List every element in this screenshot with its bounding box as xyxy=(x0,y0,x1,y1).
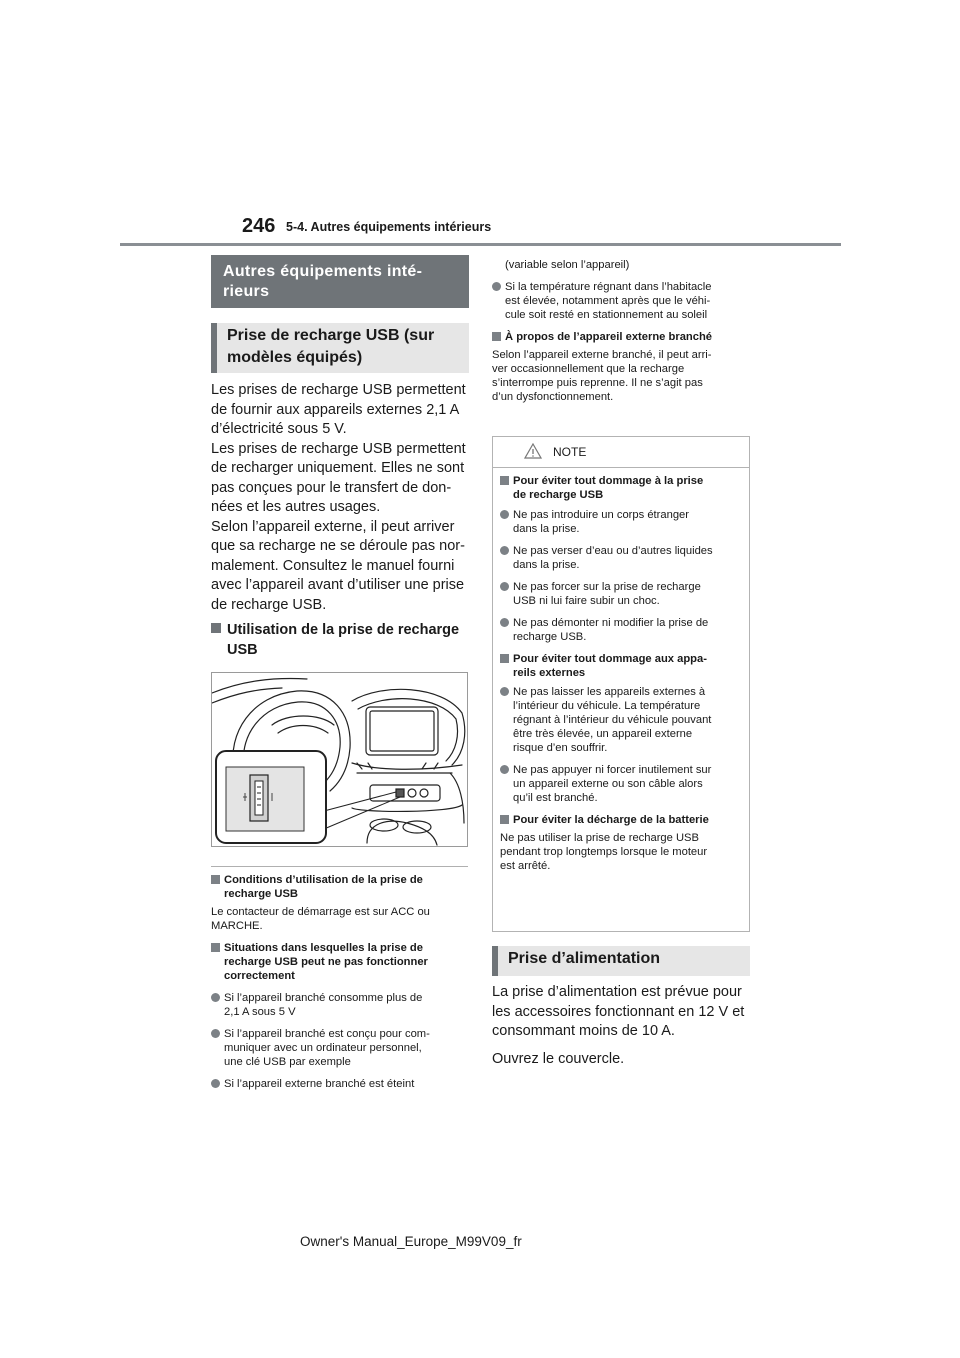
note-header xyxy=(493,437,749,468)
text-line: Ne pas utiliser la prise de recharge USB xyxy=(500,832,699,844)
text-line: ver occasionnellement que la recharge xyxy=(492,363,685,375)
paragraph: Ouvrez le couvercle. xyxy=(492,1050,625,1067)
page-number: 246 xyxy=(242,215,276,237)
list-item xyxy=(211,991,468,1019)
list-item xyxy=(500,580,740,608)
heading-line: Conditions d’utilisation de la prise de xyxy=(224,874,423,886)
usb-port-illustration xyxy=(211,672,468,847)
section-title: 5-4. Autres équipements intérieurs xyxy=(286,220,492,234)
warning-triangle-icon xyxy=(524,443,542,459)
text-line: Si la température régnant dans l’habitacle xyxy=(505,281,712,293)
heading-line: reils externes xyxy=(513,667,586,679)
paragraph xyxy=(492,983,750,1042)
text-line: Ne pas introduire un corps étranger xyxy=(513,509,689,521)
text-line: risque d’en souffrir. xyxy=(513,742,608,754)
text-line: muniquer avec un ordinateur personnel, xyxy=(224,1042,422,1054)
list-item xyxy=(211,1077,468,1091)
text-line: Ne pas appuyer ni forcer inutilement sur xyxy=(513,764,712,776)
text-line: malement. Consultez le manuel fourni xyxy=(211,557,455,574)
note-content xyxy=(493,468,749,873)
text-line: dans la prise. xyxy=(513,523,580,535)
text-line: Ne pas forcer sur la prise de recharge xyxy=(513,581,701,593)
continued-line: (variable selon l’appareil) xyxy=(505,259,630,271)
text-line: Le contacteur de démarrage est sur ACC ou xyxy=(211,906,430,918)
text-line: nées et les autres usages. xyxy=(211,499,381,515)
text-line: Ne pas démonter ni modifier la prise de xyxy=(513,617,709,629)
text-line: consommant moins de 10 A. xyxy=(492,1023,675,1039)
conditions-heading xyxy=(211,873,468,901)
text-line: recharge USB. xyxy=(513,631,587,643)
power-title-text: Prise d’alimentation xyxy=(508,950,661,967)
text-line: dans la prise. xyxy=(513,559,580,571)
text-line: La prise d’alimentation est prévue pour xyxy=(492,984,742,1000)
text-line: régnant à l’intérieur du véhicule pouvant xyxy=(513,714,712,726)
banner-line: Autres équipements inté- xyxy=(223,263,423,280)
text-line: d’un dysfonctionnement. xyxy=(492,391,614,403)
text-line: les accessoires fonctionnant en 12 V et xyxy=(492,1003,745,1020)
text-line: Si l’appareil branché est conçu pour com- xyxy=(224,1028,430,1040)
text-line: Selon l’appareil externe branché, il peut arri- xyxy=(492,349,712,361)
text-line: Si l’appareil branché consomme plus de xyxy=(224,992,423,1004)
usb-title-line: Prise de recharge USB (sur xyxy=(227,327,435,344)
banner-line: rieurs xyxy=(223,283,270,300)
text-line: qu’il est branché. xyxy=(513,792,598,804)
square-bullet-icon xyxy=(211,623,221,633)
text-line: de recharger uniquement. Elles ne sont xyxy=(211,460,465,476)
note-text xyxy=(500,831,740,873)
note-box xyxy=(492,436,750,932)
page-footer: Owner's Manual_Europe_M99V09_fr xyxy=(300,1234,522,1249)
text-line: l’intérieur du véhicule. La température xyxy=(513,700,701,712)
usb-intro-text xyxy=(211,381,469,615)
text-line: d’électricité sous 5 V. xyxy=(211,421,347,437)
heading-line: Situations dans lesquelles la prise de xyxy=(224,942,423,954)
text-line: que sa recharge ne se déroule pas nor- xyxy=(211,538,465,554)
text-line: Ne pas laisser les appareils externes à xyxy=(513,686,706,698)
usb-notes-continued xyxy=(492,258,750,404)
text-line: avec l’appareil avant d’utiliser une prise xyxy=(211,577,465,593)
usb-usage-heading xyxy=(211,621,469,660)
usb-title-line: modèles équipés) xyxy=(227,349,363,366)
text-line: une clé USB par exemple xyxy=(224,1056,351,1068)
text-line: est arrêté. xyxy=(500,860,551,872)
list-item xyxy=(500,544,740,572)
chapter-banner xyxy=(211,255,469,308)
notes-divider xyxy=(211,866,468,867)
text-line: s’interrompe puis reprenne. Il ne s’agit pas xyxy=(492,377,703,389)
list-item xyxy=(211,1027,468,1069)
note-heading xyxy=(500,652,740,680)
usb-conditions-notes xyxy=(211,866,468,1091)
text-line: Les prises de recharge USB permettent xyxy=(211,440,466,457)
text-line: pendant trop longtemps lorsque le moteur xyxy=(500,846,708,858)
list-item xyxy=(500,763,740,805)
list-item xyxy=(500,616,740,644)
text-line: Ne pas verser d’eau ou d’autres liquides xyxy=(513,545,713,557)
text-line: Les prises de recharge USB permettent xyxy=(211,382,466,398)
text-line: 2,1 A sous 5 V xyxy=(224,1006,296,1018)
text-line: un appareil externe ou son câble alors xyxy=(513,778,703,790)
note-heading: Pour éviter la décharge de la batterie xyxy=(500,813,740,827)
conditions-text xyxy=(211,905,468,933)
power-outlet-section-title xyxy=(492,946,750,976)
note-title: NOTE xyxy=(553,445,587,459)
about-device-text xyxy=(492,348,750,404)
heading-line: correctement xyxy=(224,970,295,982)
heading-line: de recharge USB xyxy=(513,489,604,501)
text-line: être très élevée, un appareil externe xyxy=(513,728,693,740)
text-line: Si l’appareil externe branché est éteint xyxy=(224,1078,415,1090)
power-outlet-text xyxy=(492,983,750,1077)
usage-heading-line: Utilisation de la prise de recharge xyxy=(227,622,460,638)
heading-line: recharge USB peut ne pas fonctionner xyxy=(224,956,428,968)
list-item xyxy=(500,508,740,536)
heading-line: Pour éviter tout dommage aux appa- xyxy=(513,653,707,665)
text-line: cule soit resté en stationnement au soleil xyxy=(505,309,708,321)
usb-section-title xyxy=(211,323,469,373)
text-line: USB ni lui faire subir un choc. xyxy=(513,595,660,607)
text-line: MARCHE. xyxy=(211,920,263,932)
text-line: de fournir aux appareils externes 2,1 A xyxy=(211,401,460,418)
heading-line: recharge USB xyxy=(224,888,298,900)
text-line: de recharge USB. xyxy=(211,596,327,613)
text-line: est élevée, notamment après que le véhi- xyxy=(505,295,711,307)
list-item xyxy=(500,685,740,755)
text-line: Selon l’appareil externe, il peut arriver xyxy=(211,518,455,535)
header-divider xyxy=(120,243,841,246)
list-item xyxy=(492,280,750,322)
about-device-heading: À propos de l’appareil externe branché xyxy=(492,330,750,344)
note-heading xyxy=(500,474,740,502)
text-line: pas conçues pour le transfert de don- xyxy=(211,479,452,496)
situations-heading xyxy=(211,941,468,983)
dashboard-drawing xyxy=(212,673,467,846)
heading-line: Pour éviter tout dommage à la prise xyxy=(513,475,704,487)
usage-heading-line: USB xyxy=(227,641,258,658)
